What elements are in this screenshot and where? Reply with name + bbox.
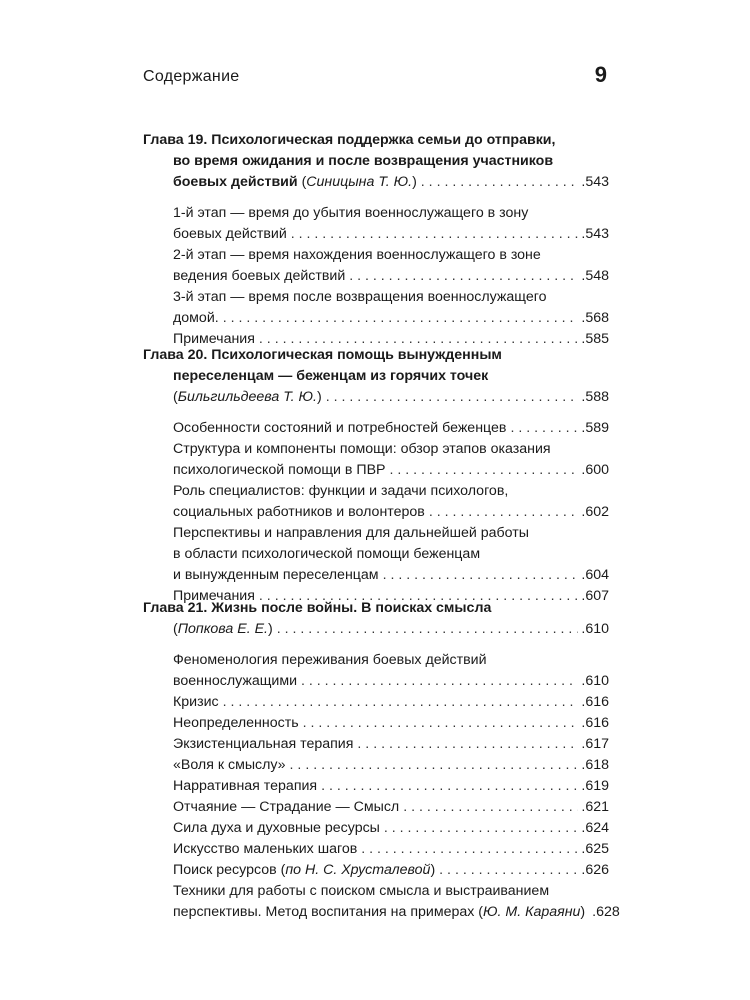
toc-entry-text: военнослужащими (173, 673, 298, 689)
toc-entry[interactable] (143, 860, 609, 881)
toc-entry-text: «Воля к смыслу» (173, 757, 286, 773)
toc-chapter-21 (143, 598, 620, 923)
toc-entry[interactable] (143, 287, 609, 329)
toc-entry-last-line (173, 860, 609, 881)
page-ref: .610 (581, 673, 609, 689)
toc-entry-line: 1-й этап — время до убытия военнослужащего в зону (173, 205, 529, 221)
toc-entry-text: Кризис (173, 694, 219, 710)
toc-entry-text: домой. (173, 310, 219, 326)
page-ref: .600 (581, 462, 609, 478)
chapter-heading-line: Глава 19. Психологическая поддержка семьи до отправки, (143, 132, 556, 148)
toc-entry-author: по Н. С. Хрусталевой (285, 862, 431, 878)
page-ref: .602 (581, 504, 609, 520)
toc-entry-last-line (173, 418, 609, 439)
toc-entry-line: Перспективы и направления для дальнейшей работы (173, 525, 529, 541)
page-ref: .585 (581, 331, 609, 347)
toc-entry[interactable] (143, 481, 609, 523)
toc-entry-text: Экзистенциальная терапия (173, 736, 354, 752)
leader-dots (321, 776, 578, 797)
toc-entry-text: перспективы. Метод воспитания на примерах ( (173, 904, 484, 920)
page-ref: .621 (581, 799, 609, 815)
leader-dots (510, 418, 578, 439)
toc-entry[interactable] (143, 713, 609, 734)
page-ref: .607 (581, 588, 609, 604)
chapter-heading-last-line[interactable]: (Бильгильдеева Т. Ю.) . . . .588 (143, 387, 609, 408)
toc-entry-last-line (173, 692, 609, 713)
leader-dots (429, 502, 579, 523)
leader-dots (384, 818, 578, 839)
leader-dots (303, 713, 579, 734)
toc-entry-last-line (173, 734, 609, 755)
toc-entry[interactable] (143, 734, 609, 755)
toc-entry-text: Сила духа и духовные ресурсы (173, 820, 380, 836)
running-header-title: Содержание (143, 68, 240, 85)
toc-entry-last-line (173, 671, 609, 692)
toc-entry[interactable] (143, 418, 609, 439)
toc-entry-text: Искусство маленьких шагов (173, 841, 358, 857)
toc-entry[interactable] (143, 797, 609, 818)
toc-entry[interactable] (143, 839, 609, 860)
chapter-heading-line: во время ожидания и после возвращения участников (173, 153, 554, 169)
page-number: 9 (594, 62, 607, 87)
toc-entry-line: 2-й этап — время нахождения военнослужащего в зоне (173, 247, 541, 263)
leader-dots (326, 387, 579, 408)
toc-entry-author: Ю. М. Караяни (483, 904, 581, 920)
toc-entry-last-line (173, 224, 609, 245)
toc-entry[interactable] (143, 203, 609, 245)
chapter-heading-line: Глава 21. Жизнь после войны. В поисках смысла (143, 600, 492, 616)
toc-entry-text: ведения боевых действий (173, 268, 346, 284)
toc-entry-last-line (173, 266, 609, 287)
toc-entry-last-line (173, 818, 609, 839)
leader-dots (290, 755, 579, 776)
page-ref: .617 (581, 736, 609, 752)
page-ref: .616 (581, 715, 609, 731)
chapter-author: Бильгильдеева Т. Ю. (177, 389, 317, 405)
toc-entry[interactable] (143, 818, 609, 839)
toc-entry-last-line (173, 797, 609, 818)
leader-dots (383, 565, 579, 586)
toc-entry-text: Неопределенность (173, 715, 299, 731)
page-ref: .568 (581, 310, 609, 326)
page-ref: .625 (581, 841, 609, 857)
page-ref: .618 (581, 757, 609, 773)
leader-dots (421, 172, 579, 193)
leader-dots (361, 839, 578, 860)
chapter-heading-text: боевых действий (173, 174, 298, 190)
toc-entry-text: социальных работников и волонтеров (173, 504, 425, 520)
chapter-heading-last-line[interactable]: (Попкова Е. Е.) . . . .610 (143, 619, 609, 640)
page-ref: .588 (581, 389, 609, 405)
toc-entry-text: психологической помощи в ПВР (173, 462, 386, 478)
toc-entry-text: Отчаяние — Страдание — Смысл (173, 799, 400, 815)
page-ref: .548 (581, 268, 609, 284)
toc-entry[interactable] (143, 650, 609, 692)
toc-chapter-20 (143, 345, 609, 607)
toc-entry[interactable] (143, 755, 609, 776)
toc-entry-line: Структура и компоненты помощи: обзор этапов оказания (173, 441, 551, 457)
toc-entry-last-line (173, 308, 609, 329)
toc-entry-last-line (173, 902, 620, 923)
page-ref: .610 (581, 621, 609, 637)
chapter-heading-last-line[interactable]: боевых действий (Синицына Т. Ю.) . . . .543 (143, 172, 609, 193)
chapter-author: Попкова Е. Е. (177, 621, 268, 637)
leader-dots (357, 734, 578, 755)
leader-dots (223, 692, 579, 713)
chapter-author: Синицына Т. Ю. (306, 174, 413, 190)
page-ref: .543 (581, 226, 609, 242)
toc-entry-last-line (173, 565, 609, 586)
toc-entry[interactable] (143, 439, 609, 481)
toc-entry-text-end: ) (430, 862, 436, 878)
toc-entry-last-line (173, 713, 609, 734)
toc-entry[interactable] (143, 245, 609, 287)
toc-entry-last-line (173, 502, 609, 523)
leader-dots (349, 266, 578, 287)
toc-entry-last-line (173, 839, 609, 860)
leader-dots (403, 797, 578, 818)
toc-entry-line: 3-й этап — время после возвращения военнослужащего (173, 289, 547, 305)
toc-entry-text: Особенности состояний и потребностей беженцев (173, 420, 507, 436)
page-ref: .628 (592, 904, 620, 920)
leader-dots (390, 460, 579, 481)
page-ref: .604 (581, 567, 609, 583)
toc-entry-line: Феноменология переживания боевых действий (173, 652, 487, 668)
page-ref: .619 (581, 778, 609, 794)
leader-dots (291, 224, 579, 245)
page-ref: .616 (581, 694, 609, 710)
toc-entry[interactable] (143, 692, 609, 713)
toc-entry[interactable] (143, 881, 620, 923)
leader-dots (277, 619, 579, 640)
page-ref: .624 (581, 820, 609, 836)
leader-dots (439, 860, 578, 881)
toc-entry-last-line (173, 460, 609, 481)
leader-dots (223, 308, 579, 329)
toc-entry-text: Поиск ресурсов ( (173, 862, 286, 878)
toc-entry-last-line (173, 776, 609, 797)
toc-entry-last-line (173, 755, 609, 776)
page-ref: .589 (581, 420, 609, 436)
toc-entry-line: в области психологической помощи беженцам (173, 546, 481, 562)
page-ref: .543 (581, 174, 609, 190)
leader-dots (301, 671, 578, 692)
toc-entry-text: и вынужденным переселенцам (173, 567, 379, 583)
toc-entry-text: боевых действий (173, 226, 287, 242)
toc-entry-line: Роль специалистов: функции и задачи психологов, (173, 483, 509, 499)
toc-entry[interactable] (143, 523, 609, 586)
page-ref: .626 (581, 862, 609, 878)
chapter-heading-line: Глава 20. Психологическая помощь вынужденным (143, 347, 502, 363)
chapter-heading-line: переселенцам — беженцам из горячих точек (173, 368, 489, 384)
toc-entry-text: Нарративная терапия (173, 778, 318, 794)
toc-entry-text: Примечания (173, 331, 255, 347)
toc-entry-line: Техники для работы с поиском смысла и выстраиванием (173, 883, 550, 899)
toc-entry-text: Примечания (173, 588, 255, 604)
toc-entry-text-end: ) (580, 904, 586, 920)
toc-chapter-19 (143, 130, 609, 350)
toc-entry[interactable] (143, 776, 609, 797)
